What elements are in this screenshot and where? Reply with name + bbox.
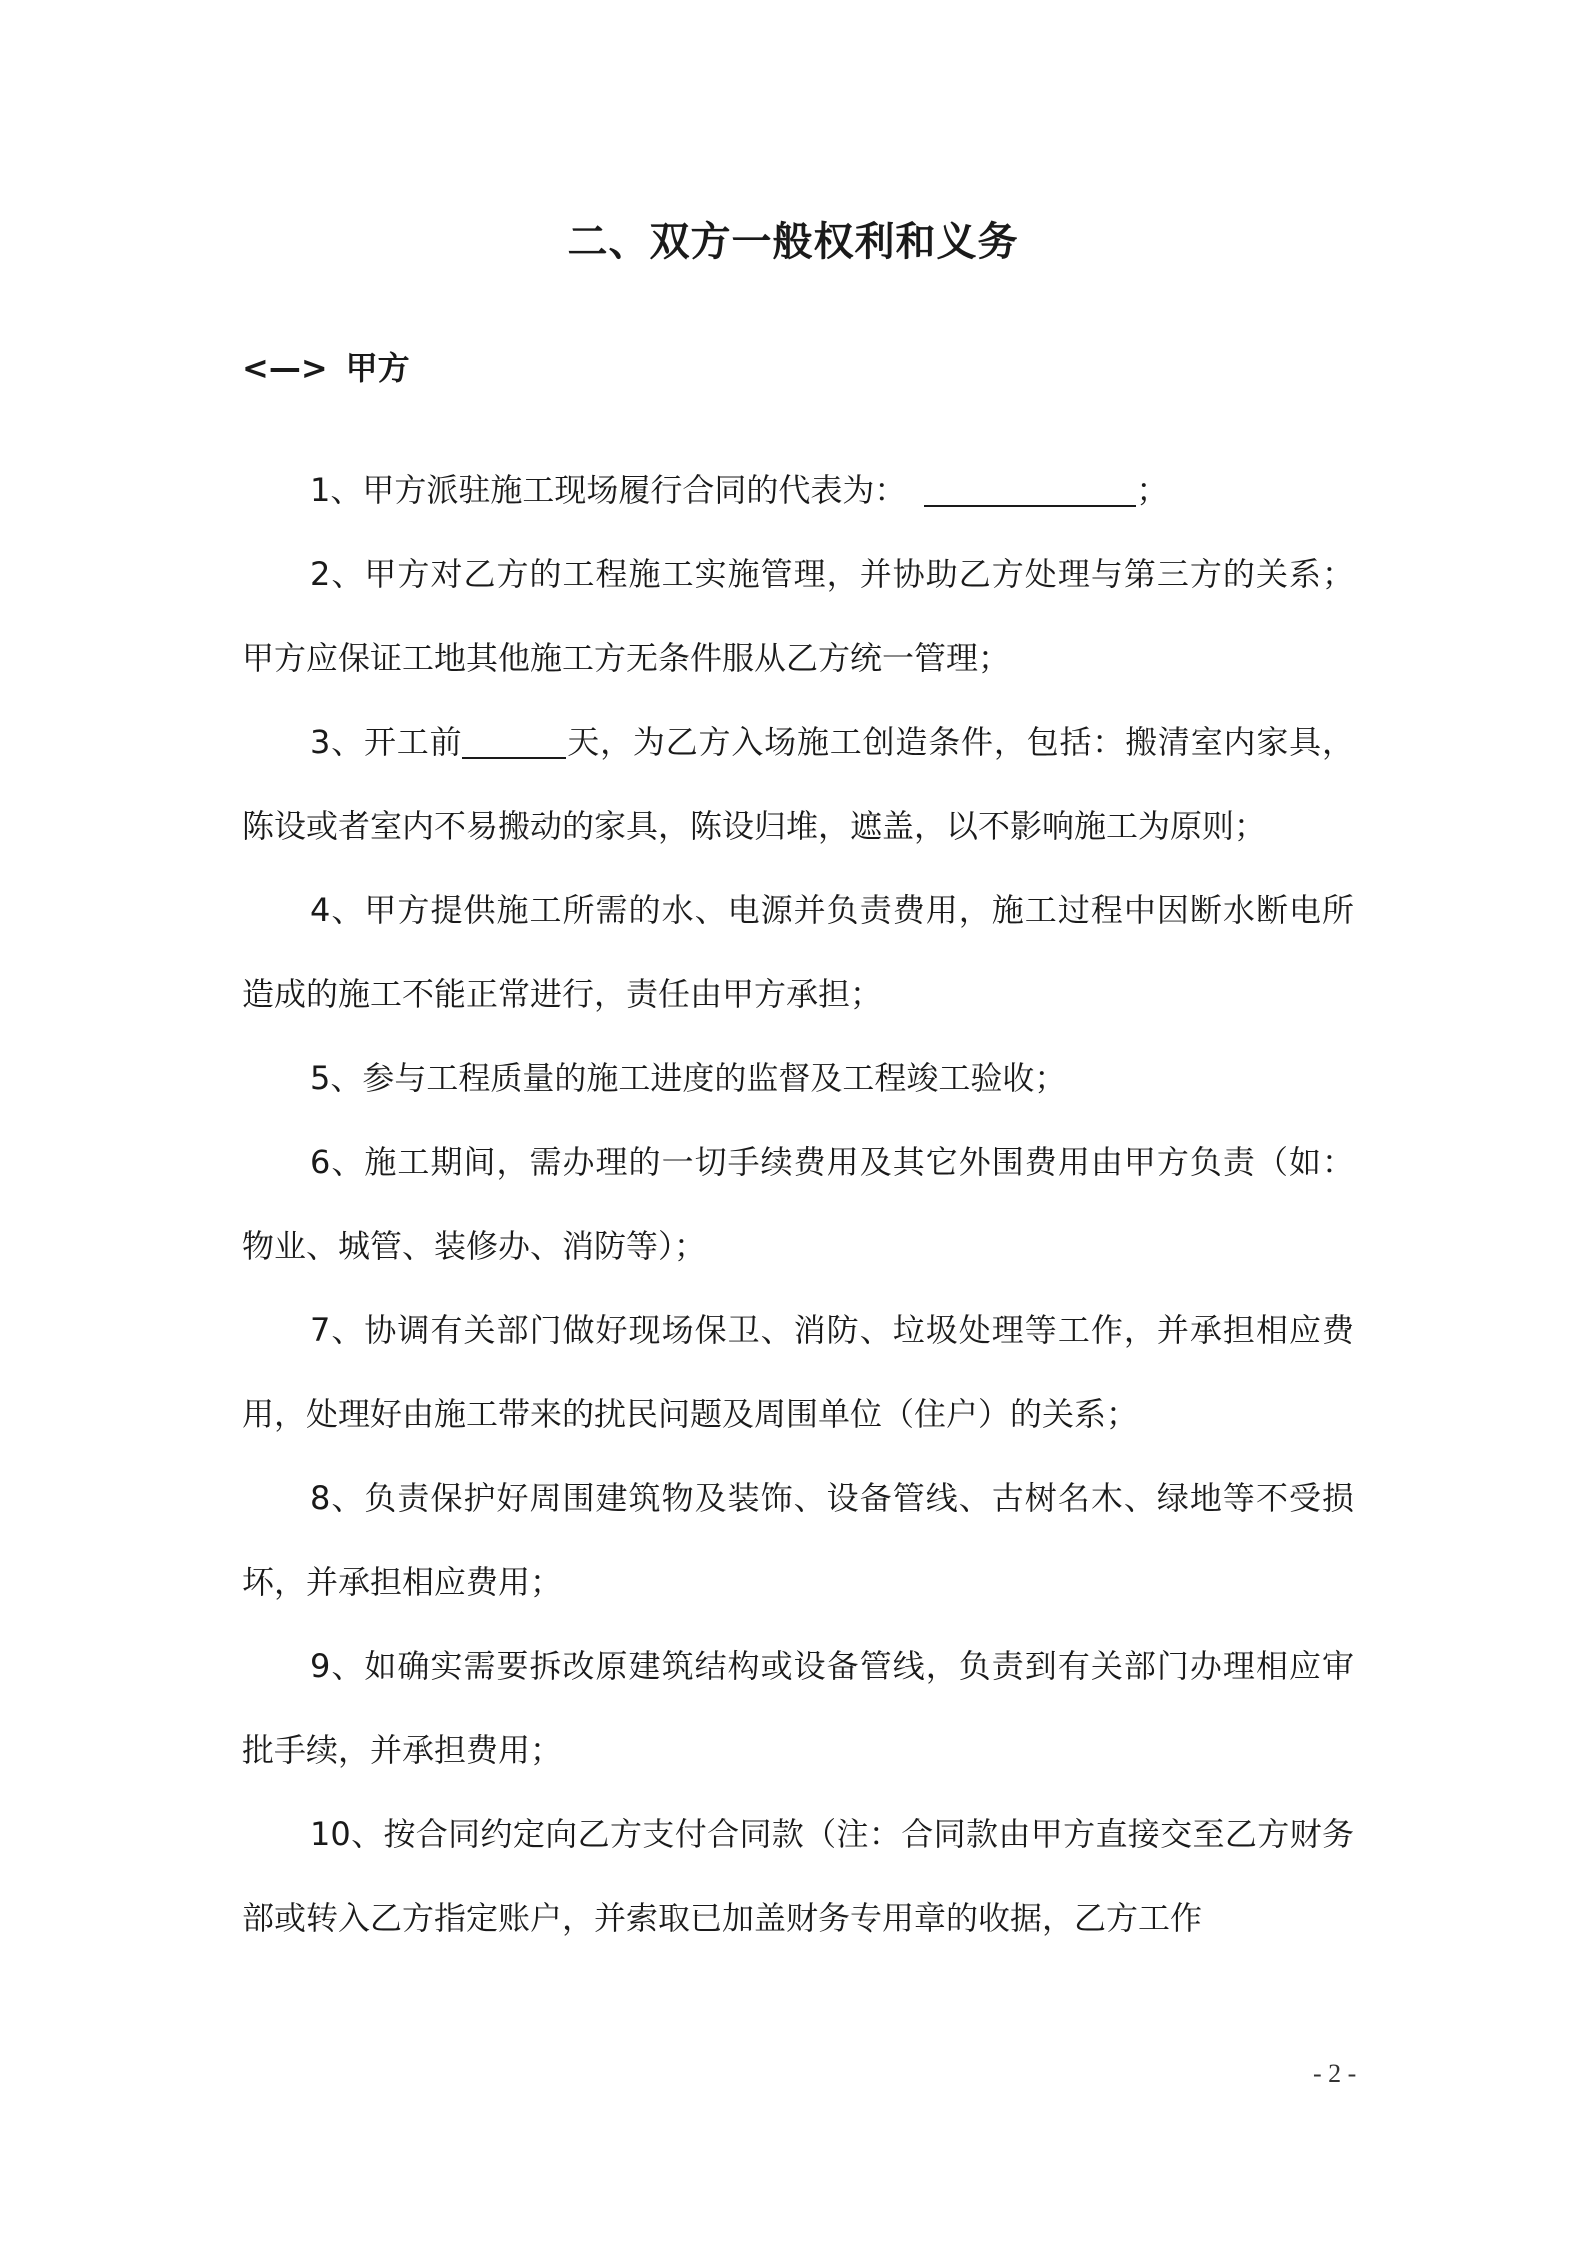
section-label: 甲方: [345, 349, 410, 387]
clause-4: 4、甲方提供施工所需的水、电源并负责费用，施工过程中因断水断电所造成的施工不能正常进行，责任由甲方承担；: [242, 891, 1354, 1013]
clause-list: [242, 448, 1354, 1960]
page-number: - 2 -: [1313, 2059, 1357, 2088]
clause-7: 7、协调有关部门做好现场保卫、消防、垃圾处理等工作，并承担相应费用，处理好由施工带来的扰民问题及周围单位（住户）的关系；: [242, 1311, 1354, 1433]
representative-blank: [924, 469, 1136, 507]
clause-1: [242, 448, 1354, 532]
section-marker: <—>: [242, 349, 328, 387]
clause-2: 2、甲方对乙方的工程施工实施管理，并协助乙方处理与第三方的关系；甲方应保证工地其他施工方无条件服从乙方统一管理；: [242, 555, 1354, 677]
days-blank: [462, 721, 566, 759]
page-title: 二、双方一般权利和义务: [567, 219, 1019, 265]
clause-1-end: ；: [1136, 471, 1169, 509]
clause-3-rest: 天，为乙方入场施工创造条件，包括：搬清室内家具，陈设或者室内不易搬动的家具，陈设归堆，遮盖，以不影响施工为原则；: [242, 723, 1354, 845]
clause-6: 6、施工期间，需办理的一切手续费用及其它外围费用由甲方负责（如：物业、城管、装修办、消防等）；: [242, 1143, 1354, 1265]
clause-1-text: 1、甲方派驻施工现场履行合同的代表为：: [310, 471, 907, 509]
clause-8: 8、负责保护好周围建筑物及装饰、设备管线、古树名木、绿地等不受损坏，并承担相应费用；: [242, 1479, 1354, 1601]
clause-9: 9、如确实需要拆改原建筑结构或设备管线，负责到有关部门办理相应审批手续，并承担费用；: [242, 1647, 1354, 1769]
clause-3: [242, 700, 1354, 868]
section-heading: [242, 343, 410, 393]
clause-10: 10、按合同约定向乙方支付合同款（注：合同款由甲方直接交至乙方财务部或转入乙方指定账户，并索取已加盖财务专用章的收据，乙方工作: [242, 1815, 1354, 1937]
clause-3-text: 3、开工前: [310, 723, 463, 761]
clause-5: 5、参与工程质量的施工进度的监督及工程竣工验收；: [310, 1059, 1067, 1097]
